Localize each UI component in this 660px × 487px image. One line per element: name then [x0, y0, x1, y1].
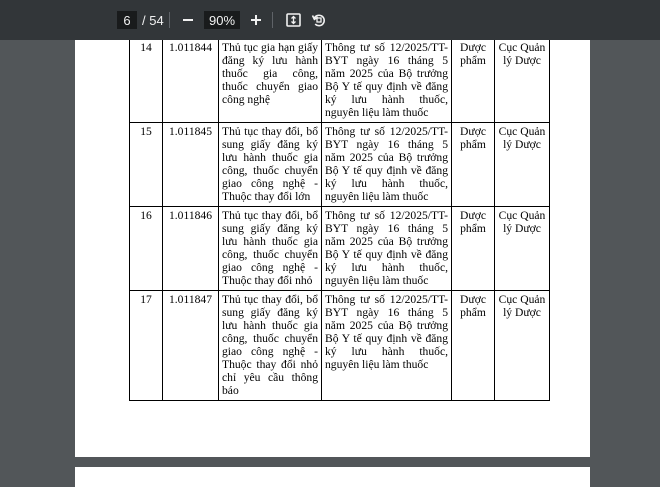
next-pdf-page [75, 467, 590, 487]
table-row [130, 123, 550, 207]
pdf-toolbar [0, 0, 660, 40]
zoom-in-button[interactable] [249, 0, 263, 40]
row-number: 16 [130, 207, 163, 291]
field: Dược phẩm [452, 291, 495, 401]
procedure-code: 1.011845 [163, 123, 219, 207]
procedure-name: Thủ tục thay đổi, bổ sung giấy đăng ký lưu hành thuốc gia công, thuốc chuyển giao công nghệ - Thuộc thay đổi lớn [219, 123, 322, 207]
agency: Cục Quản lý Dược [495, 207, 550, 291]
legal-basis: Thông tư số 12/2025/TT-BYT ngày 16 tháng 5 năm 2025 của Bộ trưởng Bộ Y tế quy định về đăng ký lưu hành thuốc, nguyên liệu làm thuốc [322, 207, 452, 291]
toolbar-divider [272, 12, 273, 28]
agency: Cục Quản lý Dược [495, 123, 550, 207]
zoom-out-button[interactable] [180, 0, 196, 40]
legal-basis: Thông tư số 12/2025/TT-BYT ngày 16 tháng 5 năm 2025 của Bộ trưởng Bộ Y tế quy định về đăng ký lưu hành thuốc, nguyên liệu làm thuốc [322, 123, 452, 207]
fit-page-icon [286, 13, 301, 27]
procedure-name: Thủ tục gia hạn giấy đăng ký lưu hành thuốc gia công, thuốc chuyển giao công nghệ [219, 40, 322, 123]
procedure-code: 1.011847 [163, 291, 219, 401]
agency: Cục Quản lý Dược [495, 291, 550, 401]
table-row [130, 207, 550, 291]
toolbar-divider [169, 12, 170, 28]
agency: Cục Quản lý Dược [495, 40, 550, 123]
zoom-out-icon [183, 19, 193, 21]
procedure-code: 1.011846 [163, 207, 219, 291]
legal-basis: Thông tư số 12/2025/TT-BYT ngày 16 tháng 5 năm 2025 của Bộ trưởng Bộ Y tế quy định về đăng ký lưu hành thuốc, nguyên liệu làm thuốc [322, 291, 452, 401]
page-number-input[interactable] [117, 11, 137, 29]
field: Dược phẩm [452, 207, 495, 291]
table-row [130, 291, 550, 401]
zoom-level-input[interactable]: 90% [204, 11, 240, 29]
page-total-label: / 54 [142, 12, 164, 28]
procedure-name: Thủ tục thay đổi, bổ sung giấy đăng ký lưu hành thuốc gia công, thuốc chuyển giao công nghệ - Thuộc thay đổi nhỏ [219, 207, 322, 291]
procedure-code: 1.011844 [163, 40, 219, 123]
field: Dược phẩm [452, 40, 495, 123]
rotate-button[interactable] [311, 0, 327, 40]
rotate-icon [311, 12, 327, 28]
legal-basis: Thông tư số 12/2025/TT-BYT ngày 16 tháng 5 năm 2025 của Bộ trưởng Bộ Y tế quy định về đăng ký lưu hành thuốc, nguyên liệu làm thuốc [322, 40, 452, 123]
table-row [130, 40, 550, 123]
zoom-in-icon-bar [255, 15, 257, 25]
pdf-page [75, 40, 590, 457]
procedure-name: Thủ tục thay đổi, bổ sung giấy đăng ký lưu hành thuốc gia công, thuốc chuyển giao công nghệ - Thuộc thay đổi nhỏ chỉ yêu cầu thông báo [219, 291, 322, 401]
procedure-table [129, 40, 550, 401]
field: Dược phẩm [452, 123, 495, 207]
row-number: 14 [130, 40, 163, 123]
fit-page-button[interactable] [285, 0, 301, 40]
row-number: 15 [130, 123, 163, 207]
row-number: 17 [130, 291, 163, 401]
